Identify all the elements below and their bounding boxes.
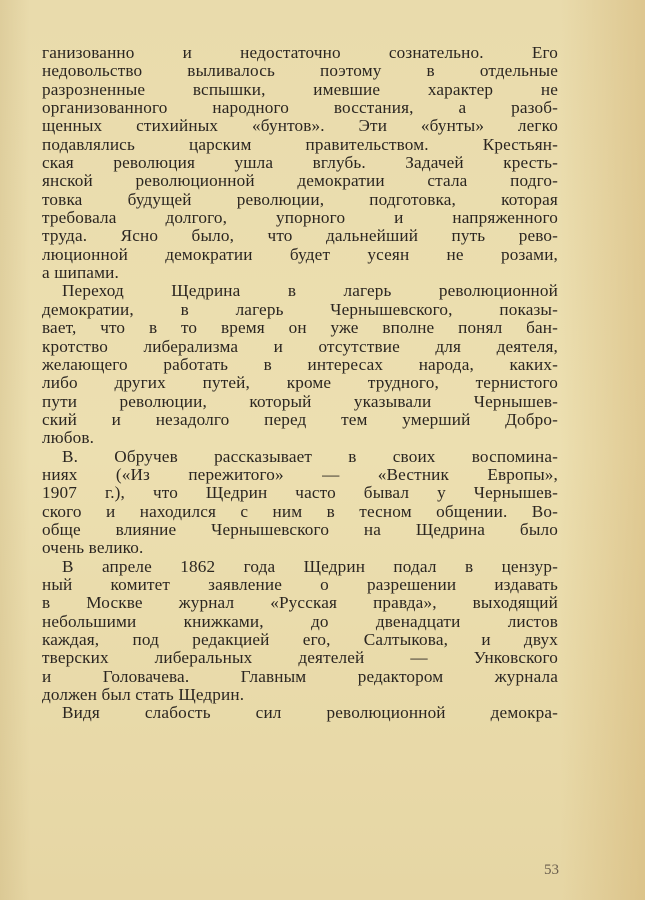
text-line: а шипами. xyxy=(42,263,119,283)
text-line: люционной демократии будет усеян не розами, xyxy=(42,244,558,264)
page-body-text xyxy=(42,44,558,723)
text-line: ниях («Из пережитого» — «Вестник Европы», xyxy=(42,464,558,484)
page-number: 53 xyxy=(544,862,559,878)
text-line: Переход Щедрина в лагерь революционной xyxy=(62,281,558,301)
text-line: каждая, под редакцией его, Салтыкова, и двух xyxy=(42,630,558,649)
text-line: щенных стихийных «бунтов». Эти «бунты» легко xyxy=(42,116,558,136)
text-line: пути революции, который указывали Чернышев- xyxy=(42,391,558,411)
text-line: подавлялись царским правительством. Крестьян- xyxy=(42,134,558,154)
text-line: Видя слабость сил революционной демокра- xyxy=(62,703,558,723)
text-line: демократии, в лагерь Чернышевского, показы- xyxy=(42,299,558,319)
text-line: В апреле 1862 года Щедрин подал в цензур- xyxy=(62,556,558,576)
text-line: желающего работать в интересах народа, каких- xyxy=(42,354,558,374)
text-line: очень велико. xyxy=(42,538,144,558)
text-line: янской революционной демократии стала подго- xyxy=(42,171,558,191)
text-line: кротство либерализма и отсутствие для деятеля, xyxy=(42,336,558,356)
text-line: ская революция ушла вглубь. Задачей кресть- xyxy=(42,153,558,173)
text-line: требовала долгого, упорного и напряженного xyxy=(42,208,558,228)
text-line: организованного народного восстания, а разоб- xyxy=(42,98,558,118)
text-line: разрозненные вспышки, имевшие характер не xyxy=(42,79,558,99)
text-line: в Москве журнал «Русская правда», выходящий xyxy=(42,593,558,613)
text-line: должен был стать Щедрин. xyxy=(42,685,245,705)
text-line: труда. Ясно было, что дальнейший путь рево- xyxy=(42,226,558,246)
text-line: обще влияние Чернышевского на Щедрина было xyxy=(42,519,558,539)
text-line: недовольство выливалось поэтому в отдельные xyxy=(42,61,558,81)
text-line: ский и незадолго перед тем умерший Добро- xyxy=(42,409,558,429)
text-line: товка будущей революции, подготовка, которая xyxy=(42,189,558,209)
text-line: ганизованно и недостаточно сознательно. Его xyxy=(42,43,558,62)
text-line: и Головачева. Главным редактором журнала xyxy=(42,666,558,686)
text-line: 1907 г.), что Щедрин часто бывал у Чернышев- xyxy=(42,483,558,503)
text-line: ный комитет заявление о разрешении издавать xyxy=(42,574,558,594)
text-line: небольшими книжками, до двенадцати листов xyxy=(42,611,558,631)
text-line: ского и находился с ним в тесном общении. Во- xyxy=(42,501,558,521)
text-line: вает, что в то время он уже вполне понял бан- xyxy=(42,318,558,338)
text-line: любов. xyxy=(42,428,95,448)
text-line: либо других путей, кроме трудного, тернистого xyxy=(42,373,558,393)
text-line: тверских либеральных деятелей — Унковского xyxy=(42,648,558,668)
text-line: В. Обручев рассказывает в своих воспомина- xyxy=(62,446,558,466)
